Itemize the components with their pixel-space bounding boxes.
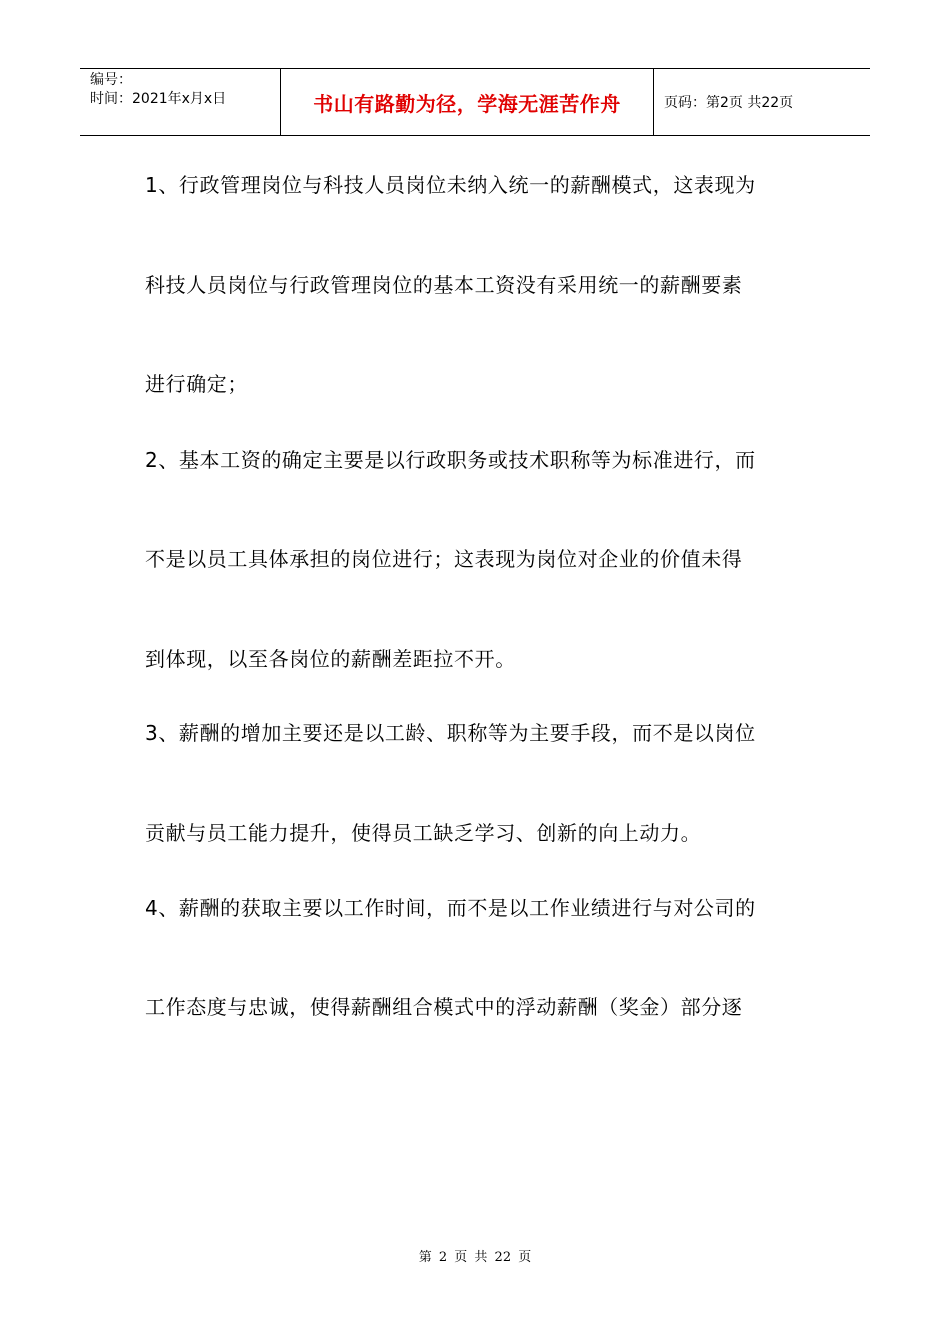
- body-line: 工作态度与忠诚，使得薪酬组合模式中的浮动薪酬（奖金）部分逐: [145, 995, 743, 1019]
- page-header: [80, 68, 870, 136]
- body-line: 3、薪酬的增加主要还是以工龄、职称等为主要手段，而不是以岗位: [145, 721, 756, 745]
- document-number-label: 编号：: [90, 72, 132, 88]
- body-line: 贡献与员工能力提升，使得员工缺乏学习、创新的向上动力。: [145, 821, 702, 845]
- body-line: 4、薪酬的获取主要以工作时间，而不是以工作业绩进行与对公司的: [145, 896, 756, 920]
- body-line: 1、行政管理岗位与科技人员岗位未纳入统一的薪酬模式，这表现为: [145, 173, 756, 197]
- body-line: 不是以员工具体承担的岗位进行；这表现为岗位对企业的价值未得: [145, 547, 743, 571]
- header-motto: 书山有路勤为径，学海无涯苦作舟: [281, 69, 654, 135]
- header-page-info: 页码：第2页 共22页: [664, 95, 794, 111]
- body-line: 进行确定；: [145, 372, 248, 396]
- body-line: 科技人员岗位与行政管理岗位的基本工资没有采用统一的薪酬要素: [145, 273, 743, 297]
- body-line: 2、基本工资的确定主要是以行政职务或技术职称等为标准进行，而: [145, 448, 756, 472]
- header-meta: [80, 69, 281, 135]
- document-time-label: 时间：2021年x月x日: [90, 91, 227, 107]
- page-footer: 第 2 页 共 22 页: [418, 1250, 532, 1265]
- body-line: 到体现，以至各岗位的薪酬差距拉不开。: [145, 647, 516, 671]
